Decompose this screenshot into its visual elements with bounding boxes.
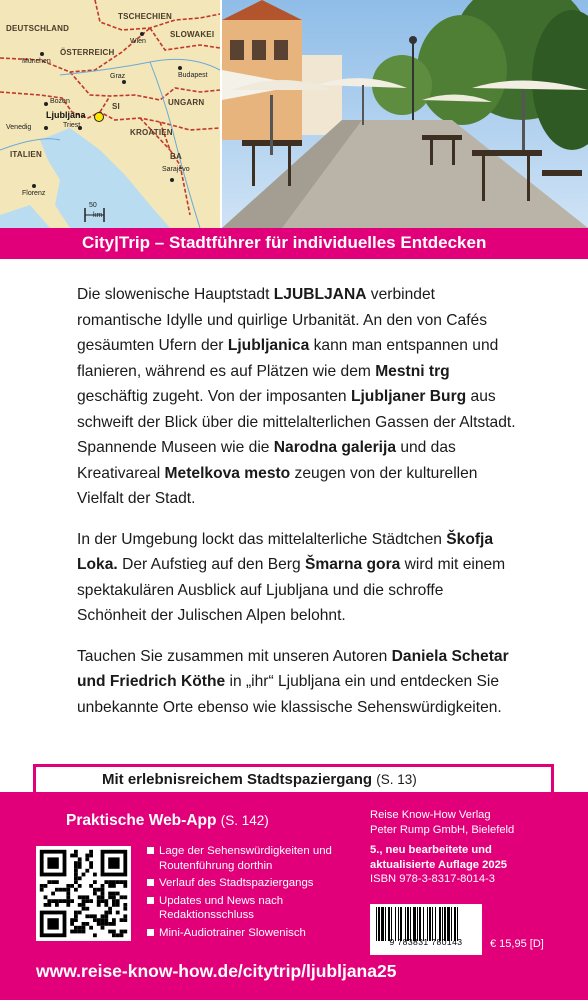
map-label-italien: ITALIEN — [10, 150, 42, 159]
publisher-name: Reise Know-How Verlag — [370, 809, 491, 821]
series-title-bar — [0, 228, 588, 259]
cover-photo-riverside-cafes — [222, 0, 588, 228]
map-dot — [122, 80, 126, 84]
highlight-term: Ljubljanica — [227, 337, 310, 354]
publisher-company: Peter Rump GmbH, Bielefeld — [370, 823, 515, 836]
qr-code-pattern — [36, 846, 131, 941]
series-title: City|Trip – Stadtführer für individuelles Entdecken — [82, 233, 487, 252]
map-dot — [44, 102, 48, 106]
price: € 15,95 [D] — [490, 938, 544, 950]
map-label-ungarn: UNGARN — [168, 98, 205, 107]
city-walk-text — [102, 771, 417, 788]
highlight-term: Ljubljaner Burg — [350, 388, 467, 405]
map-city-triest: Triest — [63, 122, 81, 129]
isbn-barcode — [370, 904, 482, 955]
feature-item: Updates und News nach Redaktionsschluss — [147, 894, 357, 923]
map-city-wien: Wien — [130, 38, 146, 45]
cover-top-band — [0, 0, 588, 228]
map-city-venedig: Venedig — [6, 124, 32, 131]
highlight-term: Daniela Schetar und Friedrich Köthe — [77, 647, 509, 690]
highlight-term: Mestni trg — [375, 362, 450, 380]
map-city-ljubljana: Ljubljana — [46, 110, 86, 120]
webapp-label: Praktische Web-App — [66, 812, 217, 829]
map-dot — [140, 32, 144, 36]
map-scale-value: 50 — [89, 202, 97, 209]
map-label-kroatien: KROATIEN — [130, 128, 173, 137]
map-city-graz: Graz — [110, 73, 126, 80]
locator-map — [0, 0, 220, 228]
edition-line-1: 5., neu bearbeitete und — [370, 844, 492, 856]
highlight-term: Metelkova mesto — [164, 464, 291, 482]
map-city-sarajevo: Sarajevo — [162, 166, 190, 173]
map-scale-unit: km — [93, 212, 103, 219]
blurb-paragraph-3: Tauchen Sie zusammen mit unseren Autoren Daniela Schetar und Friedrich Köthe in „ihr“ Ljubljana ein und entdecken Sie unbekannte Orte ebenso wie klassische Sehenswürdigkeiten. — [77, 647, 509, 716]
city-walk-label: Mit erlebnisreichem Stadtspaziergang — [102, 771, 373, 788]
barcode-number: 9 783831 780143 — [389, 937, 463, 947]
map-label-slowakei: SLOWAKEI — [170, 30, 215, 39]
feature-item: Mini-Audiotrainer Slowenisch — [147, 926, 357, 941]
map-dot — [40, 52, 44, 56]
map-dot — [170, 178, 174, 182]
website-url[interactable]: www.reise-know-how.de/citytrip/ljubljana25 — [36, 961, 397, 981]
highlight-term: Šmarna gora — [304, 556, 401, 573]
map-city-budapest: Budapest — [178, 72, 208, 79]
map-label-si: SI — [112, 102, 120, 111]
photo-illustration — [222, 0, 588, 228]
highlight-term: Narodna galerija — [273, 439, 396, 456]
map-label-ba: BA — [170, 152, 182, 161]
feature-item: Verlauf des Stadtspaziergangs — [147, 876, 357, 891]
map-dot — [178, 66, 182, 70]
highlight-term: Škofja Loka. — [77, 530, 494, 573]
feature-item: Lage der Sehenswürdigkeiten und Routenführung dorthin — [147, 844, 357, 873]
city-walk-page: (S. 13) — [376, 772, 417, 787]
back-cover-footer — [0, 792, 588, 1000]
map-city-muenchen: München — [22, 58, 51, 65]
map-city-florenz: Florenz — [22, 190, 46, 197]
map-dot — [44, 126, 48, 130]
blurb-paragraph-2: In der Umgebung lockt das mittelalterliche Städtchen Škofja Loka. Der Aufstieg auf den Berg Šmarna gora wird mit einem spektakulären Ausblick auf Ljubljana und die schroffe Schönheit der Julischen Alpen belohnt. — [77, 530, 506, 624]
webapp-heading — [66, 812, 269, 830]
map-dot — [32, 184, 36, 188]
publisher-info — [370, 808, 582, 887]
qr-code[interactable] — [36, 846, 131, 941]
map-label-tschechien: TSCHECHIEN — [118, 12, 173, 21]
highlight-term: LJUBLJANA — [273, 286, 367, 303]
map-city-bozen: Bozen — [50, 98, 70, 105]
map-label-deutschland: DEUTSCHLAND — [6, 24, 70, 33]
map-marker-ljubljana — [94, 112, 104, 122]
webapp-feature-list — [147, 844, 357, 943]
webapp-page: (S. 142) — [220, 813, 269, 828]
blurb-paragraph-1: Die slowenische Hauptstadt LJUBLJANA verbindet romantische Idylle und quirlige Urbanität. An den von Cafés gesäumten Ufern der Ljubljanica kann man entspannen und flanieren, während es auf Plätzen wie dem Mestni trg geschäftig zugeht. Von der imposanten Ljubljaner Burg aus schweift der Blick über die mittelalterlichen Gassen der Altstadt. Spannende Museen wie die Narodna galerija und das Kreativareal Metelkova mesto zeugen von der kulturellen Vielfalt der Stadt. — [77, 286, 516, 507]
blurb-text — [77, 282, 517, 735]
map-label-oesterreich: ÖSTERREICH — [60, 48, 115, 57]
isbn: ISBN 978-3-8317-8014-3 — [370, 873, 496, 885]
edition-line-2: aktualisierte Auflage 2025 — [370, 858, 508, 871]
